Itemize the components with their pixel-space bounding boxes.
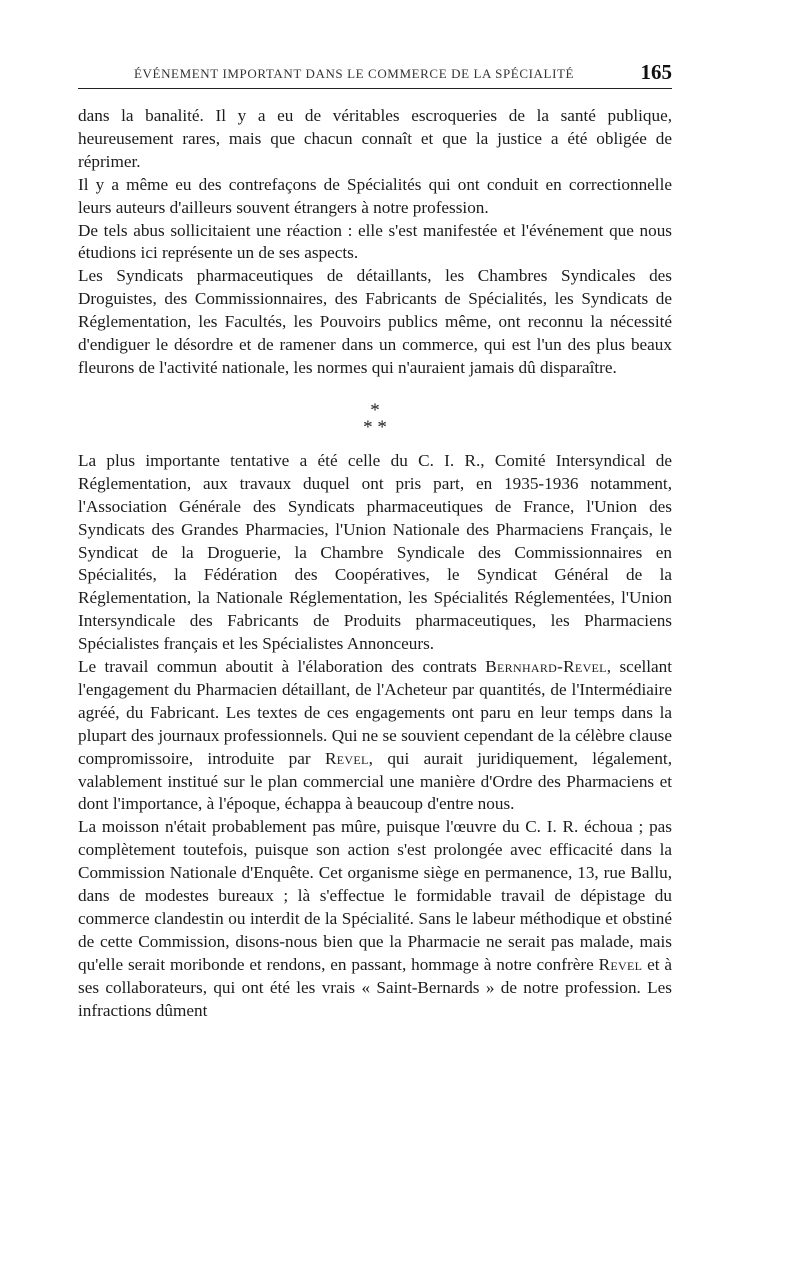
- paragraph: [78, 816, 672, 1022]
- paragraph-text: Le travail commun aboutit à l'élaboration des contrats: [78, 657, 486, 677]
- body-text: [78, 105, 672, 1023]
- paragraph: Il y a même eu des contrefaçons de Spécialités qui ont conduit en correctionnelle leurs auteurs d'ailleurs souvent étrangers à notre profession.: [78, 174, 672, 217]
- paragraph: La plus importante tentative a été celle du C. I. R., Comité Intersyndical de Réglementation, aux travaux duquel ont pris part, en 1935-1936 notamment, l'Association Générale des Syndicats pharmaceutiques de France, l'Union des Syndicats des Grandes Pharmacies, l'Union Nationale des Pharmaciens Français, le Syndicat de la Droguerie, la Chambre Syndicale des Commissionnaires en Spécialités, la Fédération des Coopératives, le Syndicat Général de la Réglementation, la Nationale Réglementation, les Spécialités Réglementées, l'Union Intersyndicale des Fabricants de Produits pharmaceutiques, les Pharmaciens Spécialistes français et les Spécialistes Annonceurs.: [78, 450, 672, 654]
- paragraph-text: , qui aurait juridiquement, légalement, valablement institué sur le plan commercial une manière d'Ordre des Pharmaciens et dont l'importance, à l'époque, échappa à beaucoup d'entre nous.: [78, 748, 672, 814]
- paragraph: [78, 656, 672, 816]
- person-name: Bernhard-Revel: [485, 657, 607, 677]
- person-name: Revel: [598, 954, 643, 974]
- book-page: [78, 62, 672, 1023]
- running-header: [78, 62, 672, 89]
- paragraph-text: et à ses collaborateurs, qui ont été les vrais « Saint-Bernards » de notre profession. Les infractions dûment: [78, 954, 672, 1020]
- paragraph-text: La moisson n'était probablement pas mûre, puisque l'œuvre du C. I. R. échoua ; pas complètement toutefois, puisque son action s'est prolongée avec efficacité dans la Commission Nationale d'Enquête. Cet organisme siège en permanence, 13, rue Ballu, dans de modestes bureaux ; là s'effectue le formidable travail de dépistage du commerce clandestin ou interdit de la Spécialité. Sans le labeur méthodique et obstiné de cette Commission, disons-nous bien que la Pharmacie ne serait pas malade, mais qu'elle serait moribonde et rendons, en passant, hommage à notre confrère: [78, 817, 672, 974]
- paragraph: Les Syndicats pharmaceutiques de détaillants, les Chambres Syndicales des Droguistes, des Commissionnaires, des Fabricants de Spécialités, les Syndicats de Réglementation, les Facultés, les Pouvoirs publics même, ont reconnu la nécessité d'endiguer le désordre et de ramener dans un commerce, qui est l'un des plus beaux fleurons de l'activité nationale, les normes qui n'auraient jamais dû disparaître.: [78, 266, 672, 377]
- separator-top-star: *: [370, 399, 380, 421]
- paragraph: De tels abus sollicitaient une réaction : elle s'est manifestée et l'événement que nous étudions ici représente un de ses aspects.: [78, 220, 672, 263]
- separator-bottom-stars: * *: [363, 416, 387, 438]
- running-title: ÉVÉNEMENT IMPORTANT DANS LE COMMERCE DE LA SPÉCIALITÉ: [134, 66, 575, 81]
- section-separator: [78, 399, 672, 438]
- page-number: 165: [640, 60, 672, 84]
- paragraph-text: , scellant l'engagement du Pharmacien détaillant, de l'Acheteur par quantités, de l'Intermédiaire agréé, du Fabricant. Les textes de ces engagements ont paru en leur temps dans la plupart des journaux professionnels. Qui ne se souvient cependant de la célèbre clause compromissoire, introduite par: [78, 657, 672, 768]
- person-name: Revel: [325, 748, 369, 768]
- paragraph: dans la banalité. Il y a eu de véritables escroqueries de la santé publique, heureusement rares, mais que chacun connaît et que la justice a été obligée de réprimer.: [78, 106, 672, 171]
